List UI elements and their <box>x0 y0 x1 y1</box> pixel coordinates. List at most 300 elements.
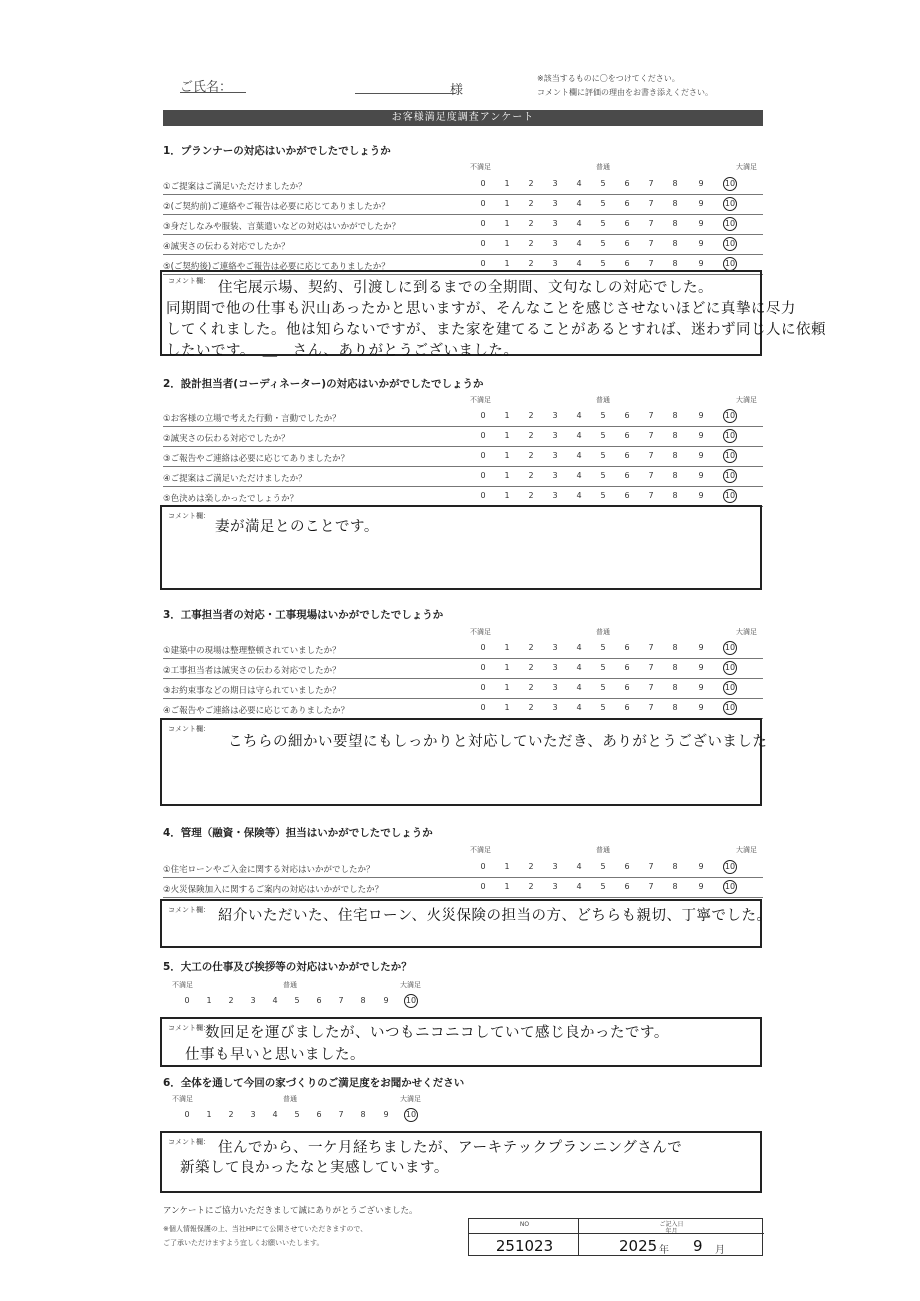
scale-high-label: 大満足 <box>736 396 757 404</box>
rating-option-9[interactable]: 9 <box>698 683 704 692</box>
rating-option-0[interactable]: 0 <box>480 219 486 228</box>
handwritten-comment-line: したいです。 ＿ さん、ありがとうございました。 <box>166 343 519 359</box>
rating-option-8[interactable]: 8 <box>672 643 678 652</box>
question-row <box>163 486 763 507</box>
rating-option-7[interactable]: 7 <box>338 996 344 1005</box>
scale-low-label: 不満足 <box>470 846 491 854</box>
rating-option-5[interactable]: 5 <box>600 239 606 248</box>
rating-option-2[interactable]: 2 <box>528 683 534 692</box>
date-label: ご記入日 <box>659 1221 684 1228</box>
rating-option-10[interactable]: 10 <box>724 451 736 460</box>
rating-option-3[interactable]: 3 <box>552 862 558 871</box>
rating-option-10[interactable]: 10 <box>724 199 736 208</box>
question-text: ①建築中の現場は整理整頓されていましたか？ <box>163 646 341 656</box>
rating-option-6[interactable]: 6 <box>624 411 630 420</box>
rating-option-3[interactable]: 3 <box>552 663 558 672</box>
selected-rating-circle <box>404 1108 418 1122</box>
footer-no-box <box>468 1218 579 1256</box>
rating-option-7[interactable]: 7 <box>648 431 654 440</box>
rating-option-1[interactable]: 1 <box>504 643 510 652</box>
rating-option-0[interactable]: 0 <box>480 491 486 500</box>
rating-option-7[interactable]: 7 <box>648 882 654 891</box>
selected-rating-circle <box>723 860 737 874</box>
rating-option-1[interactable]: 1 <box>206 1110 212 1119</box>
rating-option-10[interactable]: 10 <box>724 703 736 712</box>
rating-option-2[interactable]: 2 <box>528 431 534 440</box>
rating-option-6[interactable]: 6 <box>624 199 630 208</box>
rating-option-7[interactable]: 7 <box>648 411 654 420</box>
question-text: ①住宅ローンやご入金に関する対応はいかがでしたか？ <box>163 865 375 875</box>
rating-option-8[interactable]: 8 <box>672 219 678 228</box>
date-divider <box>579 1233 764 1234</box>
selected-rating-circle <box>723 489 737 503</box>
question-text: ③身だしなみや服装、言葉遣いなどの対応はいかがでしたか？ <box>163 222 401 232</box>
rating-option-8[interactable]: 8 <box>672 491 678 500</box>
rating-option-10[interactable]: 10 <box>724 239 736 248</box>
rating-option-2[interactable]: 2 <box>528 199 534 208</box>
rating-option-4[interactable]: 4 <box>576 703 582 712</box>
rating-option-3[interactable]: 3 <box>552 259 558 268</box>
rating-option-6[interactable]: 6 <box>624 431 630 440</box>
rating-option-9[interactable]: 9 <box>698 703 704 712</box>
rating-option-3[interactable]: 3 <box>552 451 558 460</box>
name-underline-left <box>180 92 246 93</box>
honorific: 様 <box>450 83 464 98</box>
rating-option-0[interactable]: 0 <box>480 663 486 672</box>
rating-option-4[interactable]: 4 <box>272 1110 278 1119</box>
survey-banner: お客様満足度調査アンケート <box>163 110 763 126</box>
name-label: ご氏名： <box>180 80 233 95</box>
comment-label: コメント欄： <box>168 725 210 733</box>
question-text: ①ご提案はご満足いただけましたか？ <box>163 182 307 192</box>
rating-option-0[interactable]: 0 <box>480 703 486 712</box>
comment-label: コメント欄： <box>168 277 210 285</box>
rating-option-4[interactable]: 4 <box>576 259 582 268</box>
handwritten-comment-line: 数回足を運びましたが、いつもニコニコしていて感じ良かったです。 <box>205 1025 669 1041</box>
rating-option-2[interactable]: 2 <box>528 239 534 248</box>
rating-option-4[interactable]: 4 <box>272 996 278 1005</box>
rating-option-10[interactable]: 10 <box>724 643 736 652</box>
rating-option-5[interactable]: 5 <box>600 219 606 228</box>
rating-option-3[interactable]: 3 <box>552 219 558 228</box>
rating-option-9[interactable]: 9 <box>698 643 704 652</box>
rating-option-8[interactable]: 8 <box>672 703 678 712</box>
rating-option-7[interactable]: 7 <box>338 1110 344 1119</box>
rating-option-8[interactable]: 8 <box>672 179 678 188</box>
handwritten-comment-line: 新築して良かったなと実感しています。 <box>180 1160 449 1176</box>
rating-option-3[interactable]: 3 <box>552 683 558 692</box>
rating-option-3[interactable]: 3 <box>552 703 558 712</box>
rating-option-8[interactable]: 8 <box>360 1110 366 1119</box>
rating-option-0[interactable]: 0 <box>184 1110 190 1119</box>
header-note-1: ※該当するものに〇をつけてください。 <box>537 74 680 83</box>
rating-scale <box>0 992 920 1012</box>
rating-option-5[interactable]: 5 <box>600 882 606 891</box>
rating-option-5[interactable]: 5 <box>600 683 606 692</box>
handwritten-comment-line: こちらの細かい要望にもしっかりと対応していただき、ありがとうございました <box>228 734 768 750</box>
question-row <box>163 877 763 898</box>
rating-option-3[interactable]: 3 <box>250 996 256 1005</box>
selected-rating-circle <box>723 469 737 483</box>
selected-rating-circle <box>723 641 737 655</box>
rating-option-3[interactable]: 3 <box>552 431 558 440</box>
selected-rating-circle <box>723 661 737 675</box>
rating-option-2[interactable]: 2 <box>528 471 534 480</box>
rating-option-2[interactable]: 2 <box>528 451 534 460</box>
rating-option-9[interactable]: 9 <box>698 882 704 891</box>
question-row <box>163 466 763 487</box>
rating-option-10[interactable]: 10 <box>724 862 736 871</box>
rating-option-0[interactable]: 0 <box>480 259 486 268</box>
rating-option-2[interactable]: 2 <box>528 663 534 672</box>
rating-option-10[interactable]: 10 <box>405 996 417 1005</box>
rating-option-5[interactable]: 5 <box>600 411 606 420</box>
rating-option-6[interactable]: 6 <box>624 663 630 672</box>
rating-option-8[interactable]: 8 <box>672 239 678 248</box>
scale-high-label: 大満足 <box>736 628 757 636</box>
rating-option-8[interactable]: 8 <box>672 882 678 891</box>
rating-option-2[interactable]: 2 <box>528 491 534 500</box>
rating-option-4[interactable]: 4 <box>576 219 582 228</box>
section-title: 2．設計担当者(コーディネーター)の対応はいかがでしたでしょうか <box>163 378 484 390</box>
rating-option-9[interactable]: 9 <box>383 1110 389 1119</box>
rating-option-9[interactable]: 9 <box>383 996 389 1005</box>
rating-option-10[interactable]: 10 <box>724 179 736 188</box>
rating-option-8[interactable]: 8 <box>672 431 678 440</box>
rating-option-6[interactable]: 6 <box>624 259 630 268</box>
rating-option-9[interactable]: 9 <box>698 431 704 440</box>
no-value: 251023 <box>495 1237 554 1255</box>
scale-mid-label: 普通 <box>283 981 297 989</box>
no-label: NO <box>519 1221 530 1228</box>
rating-option-5[interactable]: 5 <box>294 996 300 1005</box>
rating-option-2[interactable]: 2 <box>528 862 534 871</box>
rating-option-3[interactable]: 3 <box>552 643 558 652</box>
rating-option-3[interactable]: 3 <box>552 199 558 208</box>
rating-option-5[interactable]: 5 <box>600 643 606 652</box>
rating-option-0[interactable]: 0 <box>184 996 190 1005</box>
rating-option-1[interactable]: 1 <box>504 683 510 692</box>
handwritten-comment-line: 仕事も早いと思いました。 <box>185 1047 365 1063</box>
rating-option-4[interactable]: 4 <box>576 239 582 248</box>
rating-option-7[interactable]: 7 <box>648 703 654 712</box>
rating-option-5[interactable]: 5 <box>600 199 606 208</box>
rating-option-10[interactable]: 10 <box>724 471 736 480</box>
selected-rating-circle <box>723 257 737 271</box>
selected-rating-circle <box>723 217 737 231</box>
scale-low-label: 不満足 <box>470 163 491 171</box>
selected-rating-circle <box>723 429 737 443</box>
scale-high-label: 大満足 <box>736 163 757 171</box>
question-row <box>163 658 763 679</box>
question-text: ①お客様の立場で考えた行動・言動でしたか？ <box>163 414 341 424</box>
comment-label: コメント欄： <box>168 906 210 914</box>
rating-option-7[interactable]: 7 <box>648 259 654 268</box>
rating-option-6[interactable]: 6 <box>624 703 630 712</box>
rating-option-10[interactable]: 10 <box>724 882 736 891</box>
selected-rating-circle <box>723 681 737 695</box>
rating-option-0[interactable]: 0 <box>480 179 486 188</box>
rating-option-2[interactable]: 2 <box>528 219 534 228</box>
rating-option-4[interactable]: 4 <box>576 179 582 188</box>
question-row <box>163 638 763 659</box>
rating-option-8[interactable]: 8 <box>672 471 678 480</box>
footer-date-box <box>578 1218 763 1256</box>
question-text: ③お約束事などの期日は守られていましたか？ <box>163 686 341 696</box>
question-row <box>163 194 763 215</box>
rating-option-9[interactable]: 9 <box>698 199 704 208</box>
rating-option-4[interactable]: 4 <box>576 199 582 208</box>
comment-label: コメント欄： <box>168 1138 210 1146</box>
rating-option-10[interactable]: 10 <box>724 219 736 228</box>
rating-option-2[interactable]: 2 <box>228 996 234 1005</box>
rating-option-0[interactable]: 0 <box>480 882 486 891</box>
rating-option-7[interactable]: 7 <box>648 683 654 692</box>
rating-option-0[interactable]: 0 <box>480 862 486 871</box>
rating-option-6[interactable]: 6 <box>624 451 630 460</box>
rating-option-3[interactable]: 3 <box>552 411 558 420</box>
section-title: 5．大工の仕事及び挨拶等の対応はいかがでしたか？ <box>163 961 412 973</box>
rating-option-6[interactable]: 6 <box>624 491 630 500</box>
rating-option-6[interactable]: 6 <box>624 239 630 248</box>
rating-option-3[interactable]: 3 <box>552 882 558 891</box>
rating-option-7[interactable]: 7 <box>648 862 654 871</box>
rating-option-7[interactable]: 7 <box>648 451 654 460</box>
rating-option-8[interactable]: 8 <box>672 862 678 871</box>
rating-option-9[interactable]: 9 <box>698 259 704 268</box>
rating-option-9[interactable]: 9 <box>698 239 704 248</box>
rating-option-10[interactable]: 10 <box>724 683 736 692</box>
rating-option-0[interactable]: 0 <box>480 199 486 208</box>
rating-scale <box>0 1106 920 1126</box>
question-text: ②工事担当者は誠実さの伝わる対応でしたか？ <box>163 666 341 676</box>
rating-option-9[interactable]: 9 <box>698 219 704 228</box>
question-row <box>163 234 763 255</box>
rating-option-9[interactable]: 9 <box>698 862 704 871</box>
rating-option-7[interactable]: 7 <box>648 663 654 672</box>
rating-option-7[interactable]: 7 <box>648 179 654 188</box>
rating-option-2[interactable]: 2 <box>528 703 534 712</box>
selected-rating-circle <box>723 237 737 251</box>
rating-option-10[interactable]: 10 <box>724 259 736 268</box>
rating-option-3[interactable]: 3 <box>552 471 558 480</box>
rating-option-10[interactable]: 10 <box>724 431 736 440</box>
rating-option-7[interactable]: 7 <box>648 199 654 208</box>
rating-option-3[interactable]: 3 <box>250 1110 256 1119</box>
selected-rating-circle <box>723 880 737 894</box>
rating-option-4[interactable]: 4 <box>576 431 582 440</box>
date-month: 9 <box>693 1237 703 1255</box>
rating-option-1[interactable]: 1 <box>504 259 510 268</box>
rating-option-10[interactable]: 10 <box>724 411 736 420</box>
question-row <box>163 426 763 447</box>
date-month-unit: 月 <box>715 1245 725 1256</box>
rating-option-8[interactable]: 8 <box>672 199 678 208</box>
rating-option-2[interactable]: 2 <box>228 1110 234 1119</box>
rating-option-2[interactable]: 2 <box>528 643 534 652</box>
question-row <box>163 174 763 195</box>
scale-mid-label: 普通 <box>283 1095 297 1103</box>
rating-option-6[interactable]: 6 <box>316 1110 322 1119</box>
scale-mid-label: 普通 <box>596 846 610 854</box>
rating-option-5[interactable]: 5 <box>600 179 606 188</box>
rating-option-7[interactable]: 7 <box>648 471 654 480</box>
rating-option-1[interactable]: 1 <box>504 471 510 480</box>
rating-option-7[interactable]: 7 <box>648 219 654 228</box>
rating-option-3[interactable]: 3 <box>552 179 558 188</box>
rating-option-5[interactable]: 5 <box>294 1110 300 1119</box>
rating-option-0[interactable]: 0 <box>480 471 486 480</box>
question-text: ④誠実さの伝わる対応でしたか？ <box>163 242 290 252</box>
section-title: 4．管理（融資・保険等）担当はいかがでしたでしょうか <box>163 827 433 839</box>
rating-option-6[interactable]: 6 <box>316 996 322 1005</box>
rating-option-8[interactable]: 8 <box>672 683 678 692</box>
rating-option-1[interactable]: 1 <box>504 239 510 248</box>
scale-low-label: 不満足 <box>470 628 491 636</box>
rating-option-8[interactable]: 8 <box>360 996 366 1005</box>
question-text: ②誠実さの伝わる対応でしたか？ <box>163 434 290 444</box>
rating-option-5[interactable]: 5 <box>600 703 606 712</box>
question-text: ④ご報告やご連絡は必要に応じてありましたか？ <box>163 706 350 716</box>
question-text: ②(ご契約前)ご連絡やご報告は必要に応じてありましたか？ <box>163 202 390 212</box>
handwritten-comment-line: 紹介いただいた、住宅ローン、火災保険の担当の方、どちらも親切、丁寧でした。 <box>218 908 772 924</box>
rating-option-5[interactable]: 5 <box>600 451 606 460</box>
rating-option-5[interactable]: 5 <box>600 259 606 268</box>
date-sub-label: 年月 <box>665 1228 678 1235</box>
rating-option-4[interactable]: 4 <box>576 862 582 871</box>
rating-option-6[interactable]: 6 <box>624 862 630 871</box>
rating-option-6[interactable]: 6 <box>624 683 630 692</box>
rating-option-1[interactable]: 1 <box>206 996 212 1005</box>
question-row <box>163 214 763 235</box>
footer-note-2: ご了承いただけますよう宜しくお願いいたします。 <box>163 1239 324 1247</box>
scale-mid-label: 普通 <box>596 628 610 636</box>
rating-option-1[interactable]: 1 <box>504 862 510 871</box>
rating-option-5[interactable]: 5 <box>600 491 606 500</box>
rating-option-6[interactable]: 6 <box>624 643 630 652</box>
rating-option-2[interactable]: 2 <box>528 411 534 420</box>
rating-option-5[interactable]: 5 <box>600 862 606 871</box>
selected-rating-circle <box>404 994 418 1008</box>
scale-low-label: 不満足 <box>172 981 193 989</box>
rating-option-1[interactable]: 1 <box>504 703 510 712</box>
rating-option-5[interactable]: 5 <box>600 431 606 440</box>
rating-option-9[interactable]: 9 <box>698 491 704 500</box>
rating-option-4[interactable]: 4 <box>576 663 582 672</box>
comment-label: コメント欄： <box>168 512 210 520</box>
rating-option-10[interactable]: 10 <box>724 491 736 500</box>
rating-option-0[interactable]: 0 <box>480 239 486 248</box>
rating-option-4[interactable]: 4 <box>576 411 582 420</box>
rating-option-0[interactable]: 0 <box>480 683 486 692</box>
rating-option-1[interactable]: 1 <box>504 219 510 228</box>
rating-option-9[interactable]: 9 <box>698 451 704 460</box>
rating-option-0[interactable]: 0 <box>480 451 486 460</box>
question-text: ⑤(ご契約後)ご連絡やご報告は必要に応じてありましたか？ <box>163 262 390 272</box>
handwritten-comment-line: 住宅展示場、契約、引渡しに到るまでの全期間、文句なしの対応でした。 <box>218 280 713 296</box>
rating-option-1[interactable]: 1 <box>504 451 510 460</box>
rating-option-1[interactable]: 1 <box>504 491 510 500</box>
rating-option-9[interactable]: 9 <box>698 411 704 420</box>
scale-mid-label: 普通 <box>596 396 610 404</box>
rating-option-3[interactable]: 3 <box>552 239 558 248</box>
section-title: 1．プランナーの対応はいかがでしたでしょうか <box>163 145 391 157</box>
rating-option-1[interactable]: 1 <box>504 411 510 420</box>
rating-option-1[interactable]: 1 <box>504 199 510 208</box>
rating-option-8[interactable]: 8 <box>672 411 678 420</box>
rating-option-2[interactable]: 2 <box>528 179 534 188</box>
rating-option-6[interactable]: 6 <box>624 179 630 188</box>
scale-low-label: 不満足 <box>172 1095 193 1103</box>
rating-option-8[interactable]: 8 <box>672 663 678 672</box>
rating-option-0[interactable]: 0 <box>480 411 486 420</box>
scale-high-label: 大満足 <box>400 981 421 989</box>
question-row <box>163 857 763 878</box>
selected-rating-circle <box>723 701 737 715</box>
handwritten-comment-line: 住んでから、一ケ月経ちましたが、アーキテックプランニングさんで <box>218 1140 683 1156</box>
rating-option-4[interactable]: 4 <box>576 451 582 460</box>
rating-option-6[interactable]: 6 <box>624 882 630 891</box>
date-year-unit: 年 <box>659 1245 669 1256</box>
rating-option-10[interactable]: 10 <box>405 1110 417 1119</box>
rating-option-4[interactable]: 4 <box>576 471 582 480</box>
rating-option-9[interactable]: 9 <box>698 179 704 188</box>
scale-high-label: 大満足 <box>736 846 757 854</box>
rating-option-9[interactable]: 9 <box>698 471 704 480</box>
header-note-2: コメント欄に評価の理由をお書き添えください。 <box>537 88 713 97</box>
question-row <box>163 446 763 467</box>
selected-rating-circle <box>723 409 737 423</box>
rating-option-1[interactable]: 1 <box>504 882 510 891</box>
question-text: ②火災保険加入に関するご案内の対応はいかがでしたか？ <box>163 885 384 895</box>
footer-note-1: ※個人情報保護の上、当社HPにて公開させていただきますので、 <box>163 1225 368 1233</box>
rating-option-1[interactable]: 1 <box>504 663 510 672</box>
rating-option-0[interactable]: 0 <box>480 431 486 440</box>
no-divider <box>469 1233 580 1234</box>
question-text: ④ご提案はご満足いただけましたか？ <box>163 474 307 484</box>
rating-option-8[interactable]: 8 <box>672 259 678 268</box>
rating-option-6[interactable]: 6 <box>624 219 630 228</box>
rating-option-1[interactable]: 1 <box>504 431 510 440</box>
rating-option-4[interactable]: 4 <box>576 882 582 891</box>
rating-option-7[interactable]: 7 <box>648 643 654 652</box>
rating-option-4[interactable]: 4 <box>576 683 582 692</box>
rating-option-0[interactable]: 0 <box>480 643 486 652</box>
rating-option-10[interactable]: 10 <box>724 663 736 672</box>
rating-option-4[interactable]: 4 <box>576 643 582 652</box>
question-text: ③ご報告やご連絡は必要に応じてありましたか？ <box>163 454 350 464</box>
rating-option-5[interactable]: 5 <box>600 663 606 672</box>
rating-option-9[interactable]: 9 <box>698 663 704 672</box>
handwritten-comment-line: 同期間で他の仕事も沢山あったかと思いますが、そんなことを感じさせないほどに真摯に尽力 <box>166 301 796 317</box>
question-text: ⑤色決めは楽しかったでしょうか？ <box>163 494 299 504</box>
rating-option-5[interactable]: 5 <box>600 471 606 480</box>
rating-option-4[interactable]: 4 <box>576 491 582 500</box>
footer-thanks: アンケートにご協力いただきまして誠にありがとうございました。 <box>163 1206 418 1216</box>
rating-option-1[interactable]: 1 <box>504 179 510 188</box>
rating-option-3[interactable]: 3 <box>552 491 558 500</box>
rating-option-6[interactable]: 6 <box>624 471 630 480</box>
name-underline <box>355 93 455 94</box>
rating-option-2[interactable]: 2 <box>528 259 534 268</box>
scale-high-label: 大満足 <box>400 1095 421 1103</box>
rating-option-7[interactable]: 7 <box>648 491 654 500</box>
rating-option-7[interactable]: 7 <box>648 239 654 248</box>
section-title: 3．工事担当者の対応・工事現場はいかがでしたでしょうか <box>163 609 444 621</box>
handwritten-comment-line: 妻が満足とのことです。 <box>215 519 379 535</box>
rating-option-2[interactable]: 2 <box>528 882 534 891</box>
rating-option-8[interactable]: 8 <box>672 451 678 460</box>
